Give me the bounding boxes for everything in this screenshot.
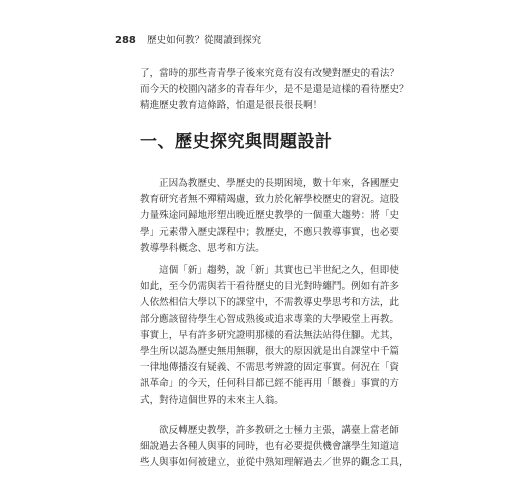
text-line: 式，對待這個世界的未來主人翁。 — [140, 394, 284, 406]
text-line: 細說過去各種人與事的同時，也有必要提供機會讓學生知道這 — [140, 441, 400, 453]
text-line: 事實上，早有許多研究證明那樣的看法無法站得住腳。尤其， — [140, 329, 400, 341]
text-line: 學」元素帶入歷史課程中；教歷史，不應只教導事實，也必要 — [140, 226, 400, 238]
text-line: 這個「新」趨勢，說「新」其實也已半世紀之久，但即使 — [159, 265, 399, 276]
text-line: 部分應該留待學生心智成熟後或追求專業的大學殿堂上再教。 — [140, 313, 400, 325]
text-line: 教導學科概念、思考和方法。 — [140, 242, 265, 254]
text-line: 欲反轉歷史教學，許多教研之士極力主張，講臺上當老師 — [159, 425, 399, 436]
book-title: 歷史如何教？從閱讀到探究 — [147, 35, 262, 46]
text-line: 力量殊途同歸地形塑出晚近歷史教學的一個重大趨勢：將「史 — [140, 210, 400, 222]
text-line: 一律地傳播沒有疑義、不需思考辨證的固定事實。何況在「資 — [140, 362, 400, 374]
text-line: 些人與事如何被建立，並從中熟知理解過去／世界的觀念工具， — [140, 457, 409, 469]
section-heading: 一、歷史探究與問題設計 — [140, 132, 333, 152]
text-line: 學生所以認為歷史無用無聊，很大的原因就是出自課堂中千篇 — [140, 345, 400, 357]
text-line: 了，當時的那些青青學子後來究竟有沒有改變對歷史的看法？ — [140, 68, 400, 79]
paragraph-3 — [140, 423, 409, 472]
text-line: 訊革命」的今天，任何科目都已經不能再用「餵養」事實的方 — [140, 378, 400, 390]
paragraph-2 — [140, 263, 400, 409]
running-head — [115, 35, 261, 47]
text-line: 正因為教歷史、學歷史的長期困境，數十年來，各國歷史 — [159, 178, 399, 189]
text-line: 人依然相信大學以下的課堂中，不需教導史學思考和方法，此 — [140, 297, 400, 309]
page-number: 288 — [115, 35, 136, 46]
intro-paragraph — [140, 66, 409, 115]
text-line: 而今天的校園內諸多的青春年少，是不是還是這樣的看待歷史？ — [140, 84, 409, 96]
text-line: 教育研究者無不殫精竭慮，致力於化解學校歷史的窘況。這股 — [140, 194, 400, 206]
text-line: 精進歷史教育這條路，怕還是很長很長啊！ — [140, 100, 323, 112]
text-line: 如此，至今仍需與若干看待歷史的目光對時纏鬥。例如有許多 — [140, 281, 400, 293]
paragraph-1 — [140, 176, 400, 257]
